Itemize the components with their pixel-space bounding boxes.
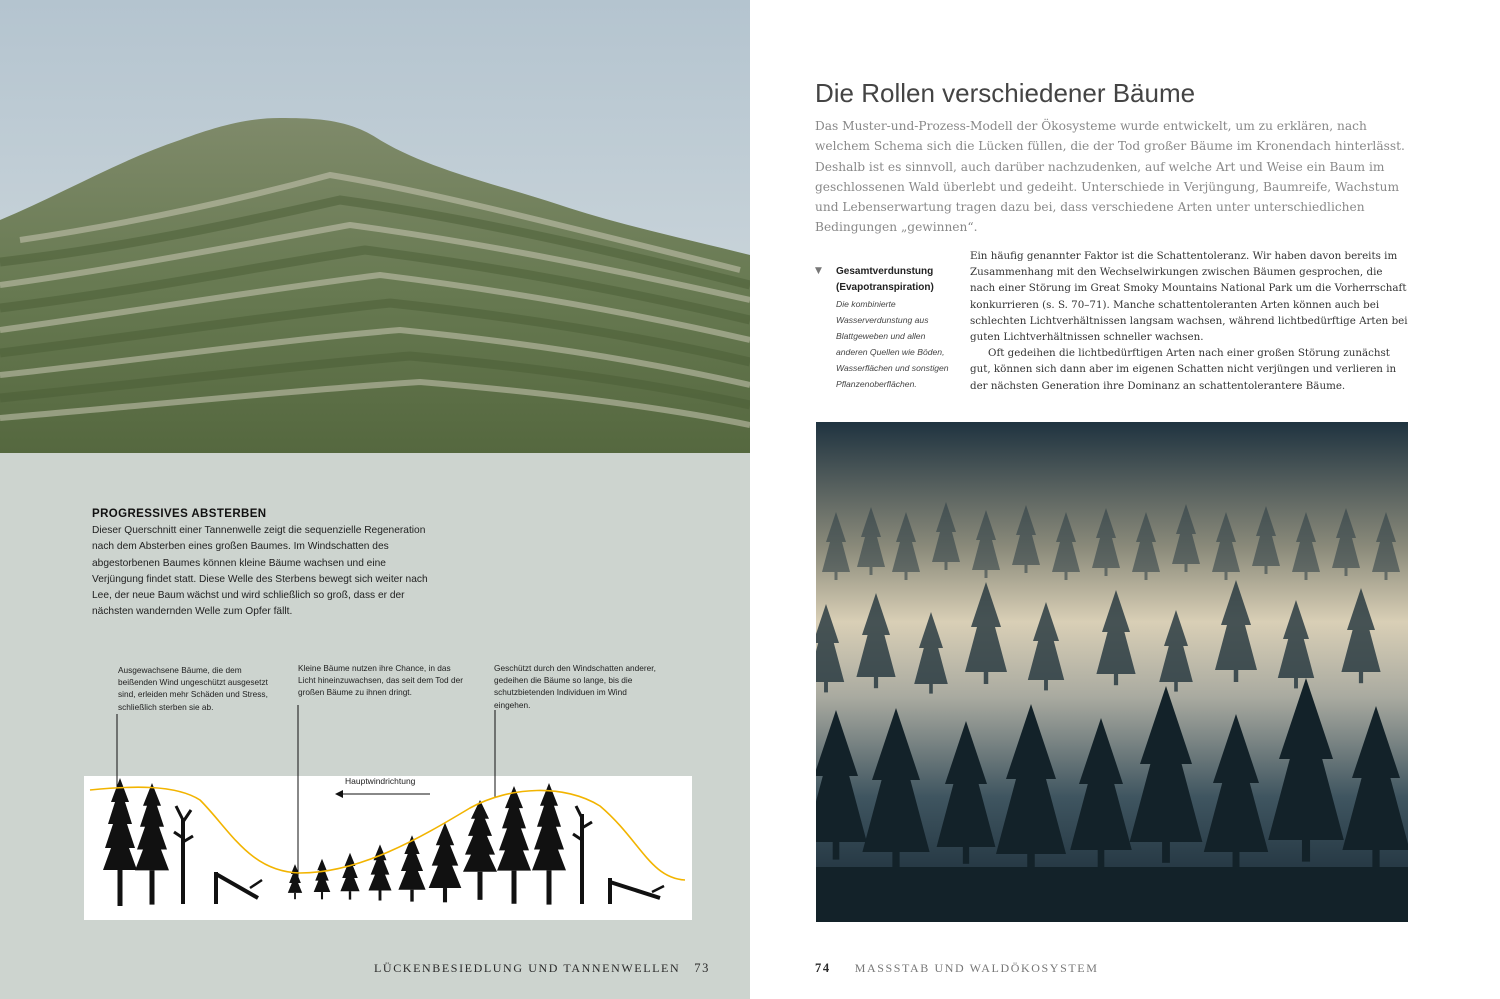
mature-fir-3 <box>463 800 497 900</box>
footer-right <box>815 961 1098 976</box>
young-fir-6 <box>429 823 462 903</box>
wind-label: Hauptwindrichtung <box>345 776 416 786</box>
glossary-definition: Die kombinierte Wasserverdunstung aus Blattgeweben und allen anderen Quellen wie Böden, Wasserflächen und sonstigen Pflanzenoberflächen. <box>836 299 949 389</box>
footer-right-page-number: 74 <box>815 961 831 975</box>
diagram-description: Dieser Querschnitt einer Tannenwelle zeigt die sequenzielle Regeneration nach dem Absterben eines großen Baumes. Im Windschatten des abgestorbenen Baumes können kleine Bäume wachsen und eine Verjüngung findet statt. Diese Welle des Sterbens bewegt sich weiter nach Lee, der neue Baum wächst und wird schließlich so groß, dass er der nächsten wandernden Welle zum Opfer fällt. <box>92 525 428 618</box>
wind-arrowhead <box>335 790 343 798</box>
mature-fir-2 <box>135 783 169 905</box>
triangle-down-icon: ▼ <box>815 266 822 276</box>
footer-right-chapter: MASSSTAB UND WALDÖKOSYSTEM <box>854 961 1099 975</box>
page-heading: Die Rollen verschiedener Bäume <box>815 78 1196 108</box>
wave-canopy-line <box>90 787 685 880</box>
misty-forest-photo <box>816 422 1408 922</box>
callout-young-trees: Kleine Bäume nutzen ihre Chance, in das Licht hineinzuwachsen, das seit dem Tod der großen Bäume zu ihnen dringt. <box>298 663 463 698</box>
young-fir-1 <box>288 864 302 899</box>
body-paragraph-1: Ein häufig genannter Faktor ist die Schattentoleranz. Wir haben davon bereits im Zusammenhang mit den Wechselwirkungen zwischen Bäumen gesprochen, die nach einer Störung im Great Smoky Mountains National Park um die Vorherrschaft konkurrieren (s. S. 70–71). Manche schattentoleranten Arten können auch bei schlechten Lichtverhältnissen langsam wachsen, während lichtbedürftige Arten bei guten Lichtverhältnissen schneller wachsen. <box>970 250 1408 344</box>
diagram-title: PROGRESSIVES ABSTERBEN <box>92 508 267 520</box>
glossary-term: Gesamtverdunstung (Evapotranspiration) <box>836 266 934 293</box>
young-fir-3 <box>340 853 359 900</box>
callout-exposed-trees: Ausgewachsene Bäume, die dem beißenden Wind ungeschützt ausgesetzt sind, erleiden mehr Schäden und Stress, schließlich sterben sie ab. <box>118 665 268 712</box>
mature-fir-4 <box>497 786 531 904</box>
dead-snag-1 <box>174 806 193 904</box>
glossary-sidebar <box>815 264 955 392</box>
dead-snag-2 <box>573 806 592 904</box>
footer-left-page-number: 73 <box>694 961 710 975</box>
callout-sheltered-trees: Geschützt durch den Windschatten anderer, gedeihen die Bäume so lange, bis die schutzbietenden Individuen im Wind eingehen. <box>494 663 656 710</box>
fallen-log-1 <box>214 872 262 904</box>
footer-left-chapter: LÜCKENBESIEDLUNG UND TANNENWELLEN <box>374 961 681 975</box>
young-fir-2 <box>314 859 331 900</box>
mature-fir-5 <box>532 783 566 905</box>
intro-paragraph: Das Muster-und-Prozess-Modell der Ökosysteme wurde entwickelt, um zu erklären, nach welchem Schema sich die Lücken füllen, die der Tod großer Bäume im Kronendach hinterlässt. Deshalb ist es sinnvoll, auch darüber nachzudenken, auf welche Art und Weise ein Baum im geschlossenen Wald überlebt und gedeiht. Unterschiede in Verjüngung, Baumreife, Wachstum und Lebenserwartung tragen dazu bei, dass verschiedene Arten unter unterschiedlichen Bedingungen „gewinnen“. <box>815 119 1405 235</box>
fallen-log-2 <box>608 878 664 904</box>
mature-fir-1 <box>103 778 137 906</box>
body-text <box>970 248 1410 394</box>
body-paragraph-2: Oft gedeihen die lichtbedürftigen Arten nach einer großen Störung zunächst gut, können sich dann aber im eigenen Schatten nicht verjüngen und verlieren in der nächsten Generation ihre Dominanz an schattentolerantere Bäume. <box>970 347 1397 392</box>
footer-left <box>374 961 710 976</box>
